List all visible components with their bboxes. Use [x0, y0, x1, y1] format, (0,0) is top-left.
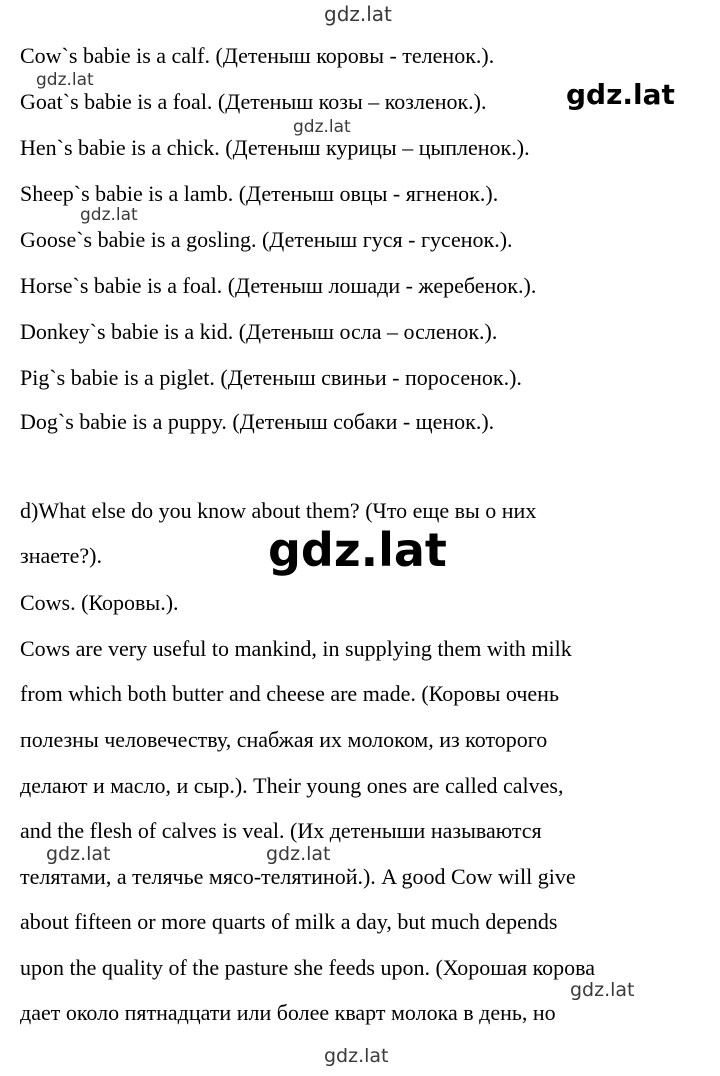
text-line-8: Pig`s babie is a piglet. (Детеныш свиньи - поросенок.).	[20, 365, 522, 390]
text-line-2: Goat`s babie is a foal. (Детеныш козы – козленок.).	[20, 89, 487, 114]
watermark-text: gdz.lat	[266, 843, 331, 865]
text-line-13: Cows are very useful to mankind, in supplying them with milk	[20, 636, 572, 661]
watermark-text: gdz.lat	[46, 843, 111, 865]
text-line-16: делают и масло, и сыр.). Their young ones are called calves,	[20, 773, 564, 798]
text-line-20: upon the quality of the pasture she feeds upon. (Хорошая корова	[20, 955, 596, 980]
text-line-3: Hen`s babie is a chick. (Детеныш курицы – цыпленок.).	[20, 135, 530, 160]
watermark-text: gdz.lat	[80, 205, 138, 225]
text-line-1: Cow`s babie is a calf. (Детеныш коровы - теленок.).	[20, 43, 495, 68]
watermark-text: gdz.lat	[570, 979, 635, 1001]
watermark-text: gdz.lat	[324, 2, 392, 26]
watermark-text: gdz.lat	[268, 523, 447, 577]
text-line-7: Donkey`s babie is a kid. (Детеныш осла – осленок.).	[20, 319, 498, 344]
text-line-5: Goose`s babie is a gosling. (Детеныш гуся - гусенок.).	[20, 227, 513, 252]
watermark-text: gdz.lat	[293, 117, 351, 137]
watermark-text: gdz.lat	[324, 1045, 389, 1067]
text-line-10: d)What else do you know about them? (Что еще вы о них	[20, 498, 537, 523]
text-line-18: телятами, а телячье мясо-телятиной.). A good Cow will give	[20, 864, 576, 889]
text-line-9: Dog`s babie is a puppy. (Детеныш собаки - щенок.).	[20, 409, 495, 434]
watermark-text: gdz.lat	[566, 78, 675, 111]
text-line-11: знаете?).	[20, 543, 102, 568]
text-line-12: Cows. (Коровы.).	[20, 590, 179, 615]
text-line-6: Horse`s babie is a foal. (Детеныш лошади - жеребенок.).	[20, 273, 537, 298]
watermark-text: gdz.lat	[36, 70, 94, 90]
text-line-4: Sheep`s babie is a lamb. (Детеныш овцы - ягненок.).	[20, 181, 499, 206]
text-line-14: from which both butter and cheese are made. (Коровы очень	[20, 681, 559, 706]
text-line-17: and the flesh of calves is veal. (Их детеныши называются	[20, 818, 542, 843]
text-line-19: about fifteen or more quarts of milk a day, but much depends	[20, 909, 558, 934]
text-line-15: полезны человечеству, снабжая их молоком, из которого	[20, 727, 548, 752]
text-line-21: дает около пятнадцати или более кварт молока в день, но	[20, 1000, 556, 1025]
